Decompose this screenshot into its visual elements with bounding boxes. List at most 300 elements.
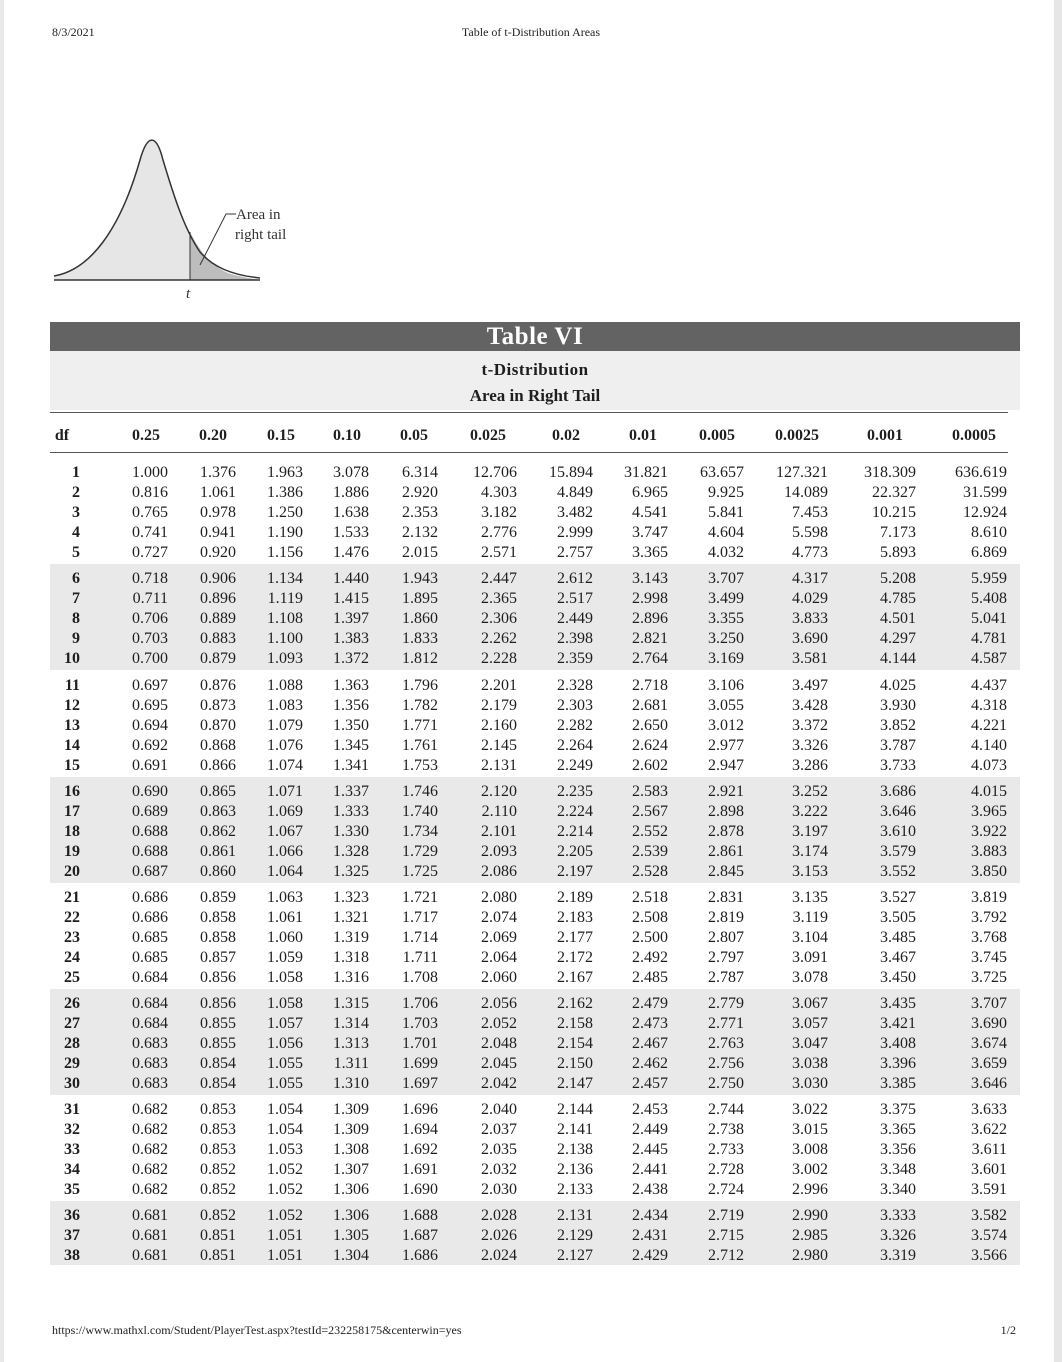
table-row <box>50 523 1020 543</box>
critical-value-cell: 2.138 <box>557 1141 593 1158</box>
critical-value-cell: 0.816 <box>132 484 168 501</box>
critical-value-cell: 2.303 <box>557 697 593 714</box>
critical-value-cell: 1.708 <box>402 969 438 986</box>
df-cell: 36 <box>64 1207 80 1224</box>
critical-value-cell: 1.052 <box>267 1161 303 1178</box>
row-group <box>50 1095 1020 1201</box>
column-headers <box>50 422 1020 450</box>
critical-value-cell: 0.727 <box>132 544 168 561</box>
critical-value-cell: 1.319 <box>333 929 369 946</box>
critical-value-cell: 1.058 <box>267 995 303 1012</box>
header-alpha: 0.0005 <box>952 427 996 444</box>
critical-value-cell: 1.052 <box>267 1181 303 1198</box>
critical-value-cell: 0.858 <box>200 929 236 946</box>
critical-value-cell: 0.870 <box>200 717 236 734</box>
df-cell: 30 <box>64 1075 80 1092</box>
critical-value-cell: 1.051 <box>267 1227 303 1244</box>
critical-value-cell: 3.922 <box>971 823 1007 840</box>
critical-value-cell: 2.733 <box>708 1141 744 1158</box>
table-subtitle-block <box>50 351 1020 410</box>
critical-value-cell: 2.719 <box>708 1207 744 1224</box>
header-alpha: 0.25 <box>132 427 160 444</box>
critical-value-cell: 2.724 <box>708 1181 744 1198</box>
critical-value-cell: 2.032 <box>481 1161 517 1178</box>
critical-value-cell: 3.119 <box>792 909 828 926</box>
critical-value-cell: 2.179 <box>481 697 517 714</box>
critical-value-cell: 1.694 <box>402 1121 438 1138</box>
df-cell: 37 <box>64 1227 80 1244</box>
critical-value-cell: 2.167 <box>557 969 593 986</box>
table-row <box>50 696 1020 716</box>
critical-value-cell: 0.682 <box>132 1121 168 1138</box>
critical-value-cell: 1.725 <box>402 863 438 880</box>
critical-value-cell: 3.375 <box>880 1101 916 1118</box>
critical-value-cell: 2.602 <box>632 757 668 774</box>
critical-value-cell: 4.303 <box>481 484 517 501</box>
critical-value-cell: 2.517 <box>557 590 593 607</box>
critical-value-cell: 2.141 <box>557 1121 593 1138</box>
critical-value-cell: 4.437 <box>971 677 1007 694</box>
critical-value-cell: 4.541 <box>632 504 668 521</box>
critical-value-cell: 0.883 <box>200 630 236 647</box>
critical-value-cell: 0.681 <box>132 1207 168 1224</box>
critical-value-cell: 1.119 <box>267 590 303 607</box>
row-group <box>50 671 1020 777</box>
header-alpha: 0.001 <box>867 427 903 444</box>
table-row <box>50 782 1020 802</box>
critical-value-cell: 7.173 <box>880 524 916 541</box>
critical-value-cell: 4.015 <box>971 783 1007 800</box>
critical-value-cell: 1.721 <box>402 889 438 906</box>
critical-value-cell: 3.633 <box>971 1101 1007 1118</box>
critical-value-cell: 0.694 <box>132 717 168 734</box>
critical-value-cell: 2.787 <box>708 969 744 986</box>
critical-value-cell: 3.078 <box>792 969 828 986</box>
critical-value-cell: 2.738 <box>708 1121 744 1138</box>
critical-value-cell: 2.763 <box>708 1035 744 1052</box>
table-row <box>50 609 1020 629</box>
critical-value-cell: 0.697 <box>132 677 168 694</box>
critical-value-cell: 3.428 <box>792 697 828 714</box>
critical-value-cell: 4.073 <box>971 757 1007 774</box>
critical-value-cell: 1.376 <box>200 464 236 481</box>
critical-value-cell: 3.965 <box>971 803 1007 820</box>
table-row <box>50 1034 1020 1054</box>
critical-value-cell: 2.999 <box>557 524 593 541</box>
critical-value-cell: 2.183 <box>557 909 593 926</box>
critical-value-cell: 1.305 <box>333 1227 369 1244</box>
critical-value-cell: 2.069 <box>481 929 517 946</box>
critical-value-cell: 2.920 <box>402 484 438 501</box>
critical-value-cell: 3.091 <box>792 949 828 966</box>
critical-value-cell: 1.309 <box>333 1121 369 1138</box>
critical-value-cell: 1.250 <box>267 504 303 521</box>
table-row <box>50 1100 1020 1120</box>
critical-value-cell: 1.307 <box>333 1161 369 1178</box>
critical-value-cell: 5.208 <box>880 570 916 587</box>
table-row <box>50 968 1020 988</box>
critical-value-cell: 1.100 <box>267 630 303 647</box>
critical-value-cell: 0.682 <box>132 1101 168 1118</box>
table-row <box>50 716 1020 736</box>
table-row <box>50 862 1020 882</box>
critical-value-cell: 1.476 <box>333 544 369 561</box>
df-cell: 27 <box>64 1015 80 1032</box>
critical-value-cell: 2.160 <box>481 717 517 734</box>
critical-value-cell: 4.781 <box>971 630 1007 647</box>
critical-value-cell: 1.079 <box>267 717 303 734</box>
df-cell: 19 <box>64 843 80 860</box>
critical-value-cell: 2.831 <box>708 889 744 906</box>
critical-value-cell: 1.309 <box>333 1101 369 1118</box>
critical-value-cell: 1.054 <box>267 1121 303 1138</box>
df-cell: 23 <box>64 929 80 946</box>
critical-value-cell: 318.309 <box>864 464 916 481</box>
critical-value-cell: 0.855 <box>200 1035 236 1052</box>
critical-value-cell: 5.041 <box>971 610 1007 627</box>
critical-value-cell: 2.539 <box>632 843 668 860</box>
scrollbar[interactable] <box>1054 0 1062 1362</box>
critical-value-cell: 1.796 <box>402 677 438 694</box>
critical-value-cell: 4.140 <box>971 737 1007 754</box>
critical-value-cell: 6.869 <box>971 544 1007 561</box>
df-cell: 18 <box>64 823 80 840</box>
critical-value-cell: 2.249 <box>557 757 593 774</box>
critical-value-cell: 2.797 <box>708 949 744 966</box>
critical-value-cell: 1.717 <box>402 909 438 926</box>
critical-value-cell: 0.861 <box>200 843 236 860</box>
critical-value-cell: 0.682 <box>132 1161 168 1178</box>
critical-value-cell: 0.703 <box>132 630 168 647</box>
critical-value-cell: 1.699 <box>402 1055 438 1072</box>
critical-value-cell: 1.054 <box>267 1101 303 1118</box>
critical-value-cell: 1.383 <box>333 630 369 647</box>
critical-value-cell: 1.886 <box>333 484 369 501</box>
critical-value-cell: 0.684 <box>132 969 168 986</box>
critical-value-cell: 3.745 <box>971 949 1007 966</box>
critical-value-cell: 3.646 <box>880 803 916 820</box>
critical-value-cell: 0.876 <box>200 677 236 694</box>
critical-value-cell: 2.028 <box>481 1207 517 1224</box>
critical-value-cell: 1.059 <box>267 949 303 966</box>
table-row <box>50 463 1020 483</box>
critical-value-cell: 5.841 <box>708 504 744 521</box>
critical-value-cell: 3.356 <box>880 1141 916 1158</box>
critical-value-cell: 2.131 <box>481 757 517 774</box>
critical-value-cell: 1.310 <box>333 1075 369 1092</box>
header-alpha: 0.10 <box>333 427 361 444</box>
df-cell: 26 <box>64 995 80 1012</box>
critical-value-cell: 0.681 <box>132 1227 168 1244</box>
critical-value-cell: 3.135 <box>792 889 828 906</box>
critical-value-cell: 1.714 <box>402 929 438 946</box>
critical-value-cell: 0.686 <box>132 909 168 926</box>
df-cell: 15 <box>64 757 80 774</box>
area-label-line1: Area in <box>236 207 281 223</box>
critical-value-cell: 2.712 <box>708 1247 744 1264</box>
critical-value-cell: 2.264 <box>557 737 593 754</box>
critical-value-cell: 2.060 <box>481 969 517 986</box>
critical-value-cell: 4.587 <box>971 650 1007 667</box>
critical-value-cell: 1.313 <box>333 1035 369 1052</box>
critical-value-cell: 0.906 <box>200 570 236 587</box>
critical-value-cell: 3.690 <box>792 630 828 647</box>
critical-value-cell: 0.853 <box>200 1121 236 1138</box>
critical-value-cell: 4.785 <box>880 590 916 607</box>
critical-value-cell: 3.408 <box>880 1035 916 1052</box>
critical-value-cell: 3.435 <box>880 995 916 1012</box>
critical-value-cell: 12.706 <box>473 464 517 481</box>
critical-value-cell: 2.144 <box>557 1101 593 1118</box>
critical-value-cell: 2.150 <box>557 1055 593 1072</box>
critical-value-cell: 1.687 <box>402 1227 438 1244</box>
critical-value-cell: 2.771 <box>708 1015 744 1032</box>
critical-value-cell: 8.610 <box>971 524 1007 541</box>
critical-value-cell: 3.078 <box>333 464 369 481</box>
critical-value-cell: 1.963 <box>267 464 303 481</box>
critical-value-cell: 0.695 <box>132 697 168 714</box>
critical-value-cell: 0.681 <box>132 1247 168 1264</box>
header-df: df <box>54 427 70 444</box>
critical-value-cell: 1.088 <box>267 677 303 694</box>
critical-value-cell: 5.893 <box>880 544 916 561</box>
critical-value-cell: 2.201 <box>481 677 517 694</box>
critical-value-cell: 0.889 <box>200 610 236 627</box>
critical-value-cell: 3.497 <box>792 677 828 694</box>
critical-value-cell: 1.053 <box>267 1141 303 1158</box>
critical-value-cell: 0.851 <box>200 1227 236 1244</box>
critical-value-cell: 3.057 <box>792 1015 828 1032</box>
df-cell: 14 <box>64 737 80 754</box>
critical-value-cell: 3.333 <box>880 1207 916 1224</box>
header-alpha: 0.05 <box>400 427 428 444</box>
table-row <box>50 503 1020 523</box>
critical-value-cell: 0.685 <box>132 949 168 966</box>
critical-value-cell: 2.518 <box>632 889 668 906</box>
critical-value-cell: 2.681 <box>632 697 668 714</box>
critical-value-cell: 3.707 <box>971 995 1007 1012</box>
critical-value-cell: 0.852 <box>200 1161 236 1178</box>
critical-value-cell: 2.998 <box>632 590 668 607</box>
critical-value-cell: 3.566 <box>971 1247 1007 1264</box>
critical-value-cell: 2.177 <box>557 929 593 946</box>
critical-value-cell: 3.055 <box>708 697 744 714</box>
critical-value-cell: 1.337 <box>333 783 369 800</box>
critical-value-cell: 1.711 <box>402 949 438 966</box>
table-title: Table VI <box>50 322 1020 351</box>
critical-value-cell: 2.110 <box>481 803 517 820</box>
critical-value-cell: 2.158 <box>557 1015 593 1032</box>
table-subtitle: t-Distribution <box>481 360 589 379</box>
critical-value-cell: 1.328 <box>333 843 369 860</box>
critical-value-cell: 0.860 <box>200 863 236 880</box>
critical-value-cell: 2.612 <box>557 570 593 587</box>
critical-value-cell: 1.686 <box>402 1247 438 1264</box>
critical-value-cell: 0.686 <box>132 889 168 906</box>
critical-value-cell: 1.638 <box>333 504 369 521</box>
critical-value-cell: 63.657 <box>700 464 744 481</box>
critical-value-cell: 1.060 <box>267 929 303 946</box>
critical-value-cell: 2.996 <box>792 1181 828 1198</box>
critical-value-cell: 1.134 <box>267 570 303 587</box>
critical-value-cell: 3.833 <box>792 610 828 627</box>
critical-value-cell: 0.896 <box>200 590 236 607</box>
critical-value-cell: 2.990 <box>792 1207 828 1224</box>
critical-value-cell: 3.326 <box>792 737 828 754</box>
table-row <box>50 629 1020 649</box>
critical-value-cell: 1.696 <box>402 1101 438 1118</box>
table-row <box>50 1180 1020 1200</box>
critical-value-cell: 3.505 <box>880 909 916 926</box>
critical-value-cell: 1.083 <box>267 697 303 714</box>
critical-value-cell: 2.093 <box>481 843 517 860</box>
row-group <box>50 458 1020 564</box>
table-row <box>50 589 1020 609</box>
critical-value-cell: 1.350 <box>333 717 369 734</box>
critical-value-cell: 1.318 <box>333 949 369 966</box>
print-date: 8/3/2021 <box>52 25 95 39</box>
critical-value-cell: 2.878 <box>708 823 744 840</box>
table-row <box>50 736 1020 756</box>
critical-value-cell: 5.598 <box>792 524 828 541</box>
critical-value-cell: 1.895 <box>402 590 438 607</box>
critical-value-cell: 2.026 <box>481 1227 517 1244</box>
df-cell: 2 <box>72 484 80 501</box>
critical-value-cell: 1.771 <box>402 717 438 734</box>
critical-value-cell: 1.306 <box>333 1181 369 1198</box>
critical-value-cell: 2.438 <box>632 1181 668 1198</box>
critical-value-cell: 0.852 <box>200 1207 236 1224</box>
critical-value-cell: 0.853 <box>200 1141 236 1158</box>
critical-value-cell: 2.467 <box>632 1035 668 1052</box>
df-cell: 22 <box>64 909 80 926</box>
critical-value-cell: 2.132 <box>402 524 438 541</box>
critical-value-cell: 3.319 <box>880 1247 916 1264</box>
critical-value-cell: 2.024 <box>481 1247 517 1264</box>
critical-value-cell: 2.431 <box>632 1227 668 1244</box>
critical-value-cell: 1.356 <box>333 697 369 714</box>
header-alpha: 0.0025 <box>775 427 819 444</box>
critical-value-cell: 3.104 <box>792 929 828 946</box>
critical-value-cell: 2.172 <box>557 949 593 966</box>
critical-value-cell: 2.492 <box>632 949 668 966</box>
df-cell: 4 <box>72 524 80 541</box>
critical-value-cell: 1.703 <box>402 1015 438 1032</box>
df-cell: 38 <box>64 1247 80 1264</box>
critical-value-cell: 3.467 <box>880 949 916 966</box>
header-alpha: 0.025 <box>470 427 506 444</box>
critical-value-cell: 636.619 <box>955 464 1007 481</box>
critical-value-cell: 2.120 <box>481 783 517 800</box>
critical-value-cell: 3.286 <box>792 757 828 774</box>
critical-value-cell: 12.924 <box>963 504 1007 521</box>
critical-value-cell: 3.022 <box>792 1101 828 1118</box>
critical-value-cell: 0.852 <box>200 1181 236 1198</box>
critical-value-cell: 2.224 <box>557 803 593 820</box>
critical-value-cell: 0.858 <box>200 909 236 926</box>
critical-value-cell: 3.485 <box>880 929 916 946</box>
critical-value-cell: 3.326 <box>880 1227 916 1244</box>
df-cell: 35 <box>64 1181 80 1198</box>
area-label-line2: right tail <box>235 227 287 243</box>
critical-value-cell: 1.071 <box>267 783 303 800</box>
table-row <box>50 649 1020 669</box>
critical-value-cell: 1.315 <box>333 995 369 1012</box>
critical-value-cell: 3.450 <box>880 969 916 986</box>
critical-value-cell: 3.930 <box>880 697 916 714</box>
critical-value-cell: 1.323 <box>333 889 369 906</box>
critical-value-cell: 1.706 <box>402 995 438 1012</box>
critical-value-cell: 2.921 <box>708 783 744 800</box>
critical-value-cell: 0.706 <box>132 610 168 627</box>
critical-value-cell: 1.697 <box>402 1075 438 1092</box>
critical-value-cell: 1.812 <box>402 650 438 667</box>
t-distribution-curve-figure <box>50 120 310 310</box>
table-row <box>50 948 1020 968</box>
critical-value-cell: 3.674 <box>971 1035 1007 1052</box>
critical-value-cell: 1.000 <box>132 464 168 481</box>
critical-value-cell: 1.316 <box>333 969 369 986</box>
critical-value-cell: 3.733 <box>880 757 916 774</box>
critical-value-cell: 1.761 <box>402 737 438 754</box>
critical-value-cell: 2.861 <box>708 843 744 860</box>
critical-value-cell: 4.025 <box>880 677 916 694</box>
critical-value-cell: 2.508 <box>632 909 668 926</box>
critical-value-cell: 2.133 <box>557 1181 593 1198</box>
critical-value-cell: 1.308 <box>333 1141 369 1158</box>
table-row <box>50 994 1020 1014</box>
critical-value-cell: 0.854 <box>200 1075 236 1092</box>
critical-value-cell: 1.076 <box>267 737 303 754</box>
critical-value-cell: 3.610 <box>880 823 916 840</box>
critical-value-cell: 0.682 <box>132 1181 168 1198</box>
critical-value-cell: 3.646 <box>971 1075 1007 1092</box>
table-row <box>50 1226 1020 1246</box>
critical-value-cell: 1.190 <box>267 524 303 541</box>
header-alpha: 0.20 <box>199 427 227 444</box>
critical-value-cell: 1.306 <box>333 1207 369 1224</box>
critical-value-cell: 3.552 <box>880 863 916 880</box>
header-alpha: 0.15 <box>267 427 295 444</box>
df-cell: 29 <box>64 1055 80 1072</box>
df-cell: 5 <box>72 544 80 561</box>
critical-value-cell: 3.579 <box>880 843 916 860</box>
critical-value-cell: 0.857 <box>200 949 236 966</box>
critical-value-cell: 2.441 <box>632 1161 668 1178</box>
critical-value-cell: 0.688 <box>132 843 168 860</box>
critical-value-cell: 0.859 <box>200 889 236 906</box>
critical-value-cell: 1.943 <box>402 570 438 587</box>
df-cell: 16 <box>64 783 80 800</box>
critical-value-cell: 0.856 <box>200 995 236 1012</box>
header-alpha: 0.02 <box>552 427 580 444</box>
critical-value-cell: 3.143 <box>632 570 668 587</box>
df-cell: 20 <box>64 863 80 880</box>
critical-value-cell: 0.765 <box>132 504 168 521</box>
critical-value-cell: 2.485 <box>632 969 668 986</box>
critical-value-cell: 2.042 <box>481 1075 517 1092</box>
critical-value-cell: 1.321 <box>333 909 369 926</box>
critical-value-cell: 4.221 <box>971 717 1007 734</box>
df-cell: 1 <box>72 464 80 481</box>
critical-value-cell: 0.741 <box>132 524 168 541</box>
critical-value-cell: 3.174 <box>792 843 828 860</box>
t-label: t <box>186 286 191 302</box>
critical-value-cell: 1.064 <box>267 863 303 880</box>
critical-value-cell: 7.453 <box>792 504 828 521</box>
critical-value-cell: 2.136 <box>557 1161 593 1178</box>
critical-value-cell: 0.868 <box>200 737 236 754</box>
